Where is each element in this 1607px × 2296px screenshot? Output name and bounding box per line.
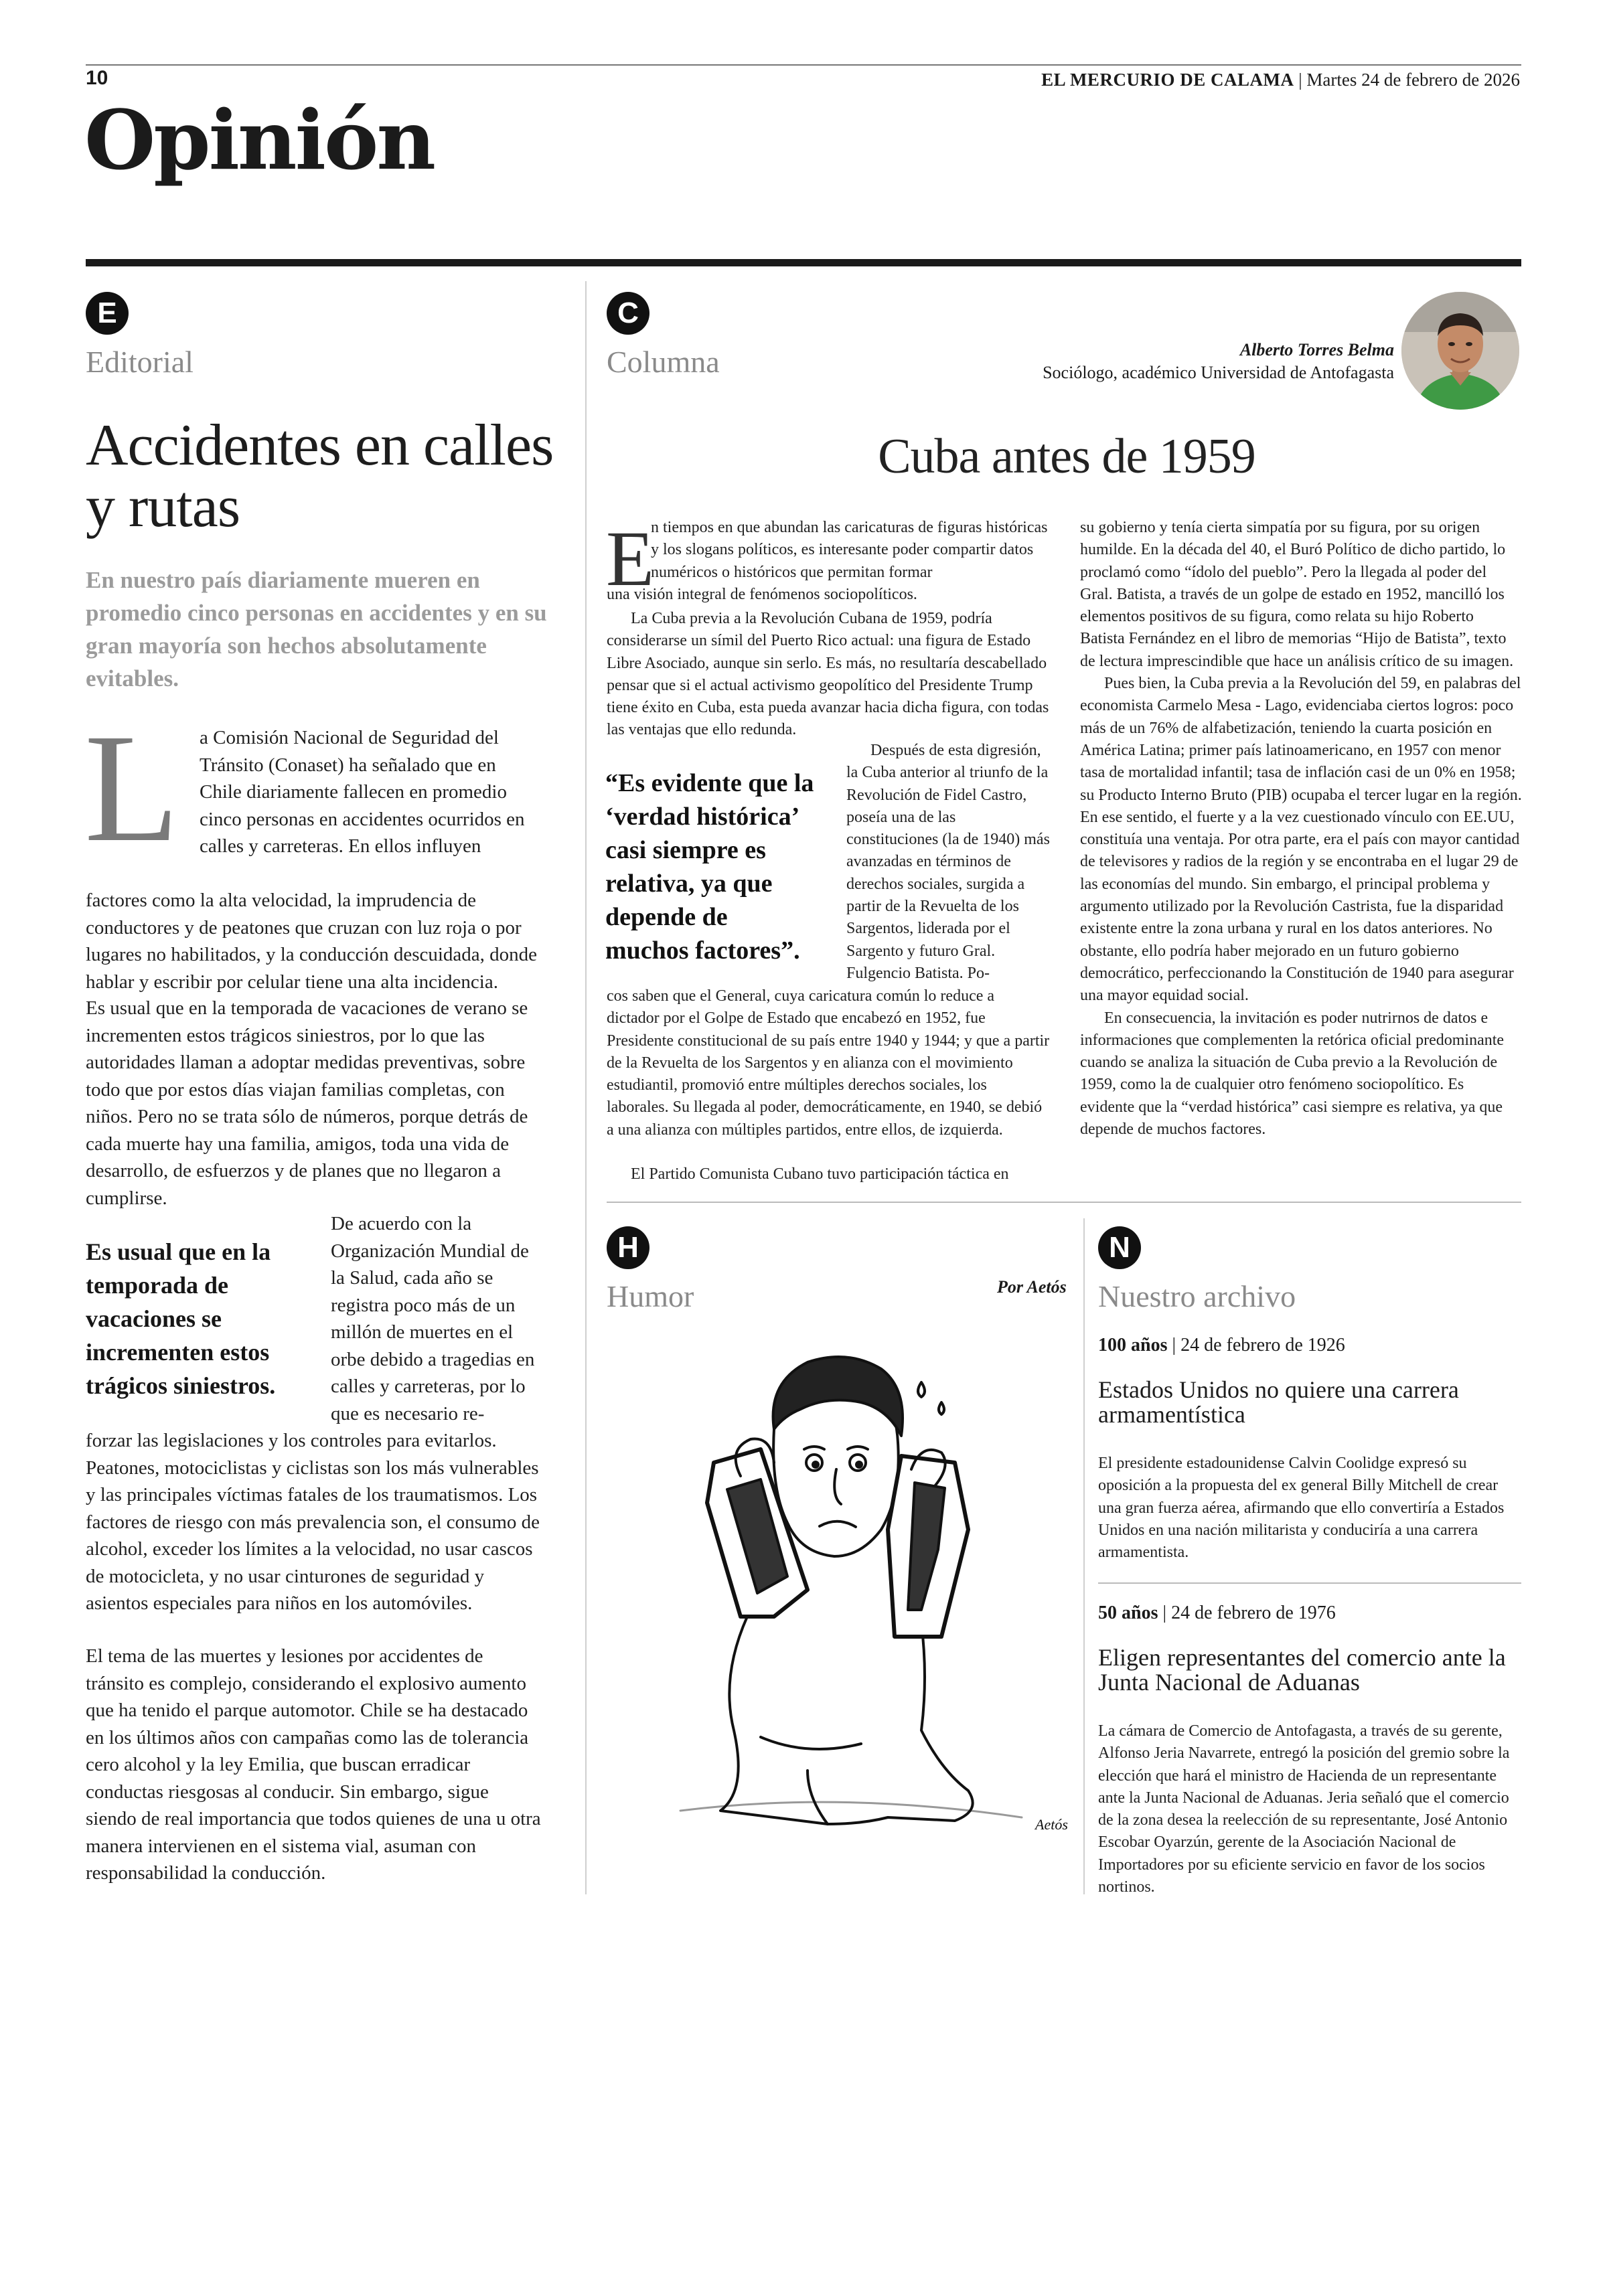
archive-item-body: El presidente estadounidense Calvin Coolidge expresó su oposición a la propuesta del ex general Billy Mitchell de crear una gran fuerza aérea, afirmando que ello convertiría a Estados Unidos en una nación militarista y conduciría a una carrera armamentista. <box>1098 1455 1505 1562</box>
archive-item-header <box>1098 1603 1336 1624</box>
column-bottom-rule <box>607 1202 1521 1203</box>
masthead-separator: | <box>1298 70 1302 90</box>
editorial-badge: E <box>86 292 129 335</box>
author-photo <box>1401 292 1519 410</box>
editorial-paragraph: factores como la alta velocidad, la imprudencia de conductores y de peatones que cruzan con luz roja o por lugares no habilitados, y la conducción descuidada, donde hablar y escribir por celular tiene una alta incidencia. <box>86 890 538 993</box>
column-paragraph: su gobierno y tenía cierta simpatía por su figura, por su origen humilde. En la década del 40, el Buró Político de dicho partido, lo proclamó como “ídolo del pueblo”. Pero la llegada al poder del Gral. Batista, a través de un golpe de estado en 1952, mancilló los elementos positivos de su figura, como relata su hijo Roberto Batista Fernández en el libro de memorias “Hijo de Batista”, texto de lectura imprescindible que hace un análisis crítico de su imagen. <box>1080 519 1514 670</box>
archive-item-title: Eligen representantes del comercio ante la Junta Nacional de Aduanas <box>1098 1644 1506 1696</box>
top-rule <box>86 64 1521 66</box>
column-paragraph: El Partido Comunista Cubano tuvo participación táctica en <box>631 1165 1009 1183</box>
column-paragraph: Después de esta digresión, la Cuba anterior al triunfo de la Revolución de Fidel Castro, poseía una de las constituciones (la de 1940) más avanzadas en términos de derechos sociales, surgida a partir de la Revuelta de los Sargentos, liderada por el Sargento y futuro Gral. Fulgencio Batista. Po- <box>846 742 1050 982</box>
archive-separator: | <box>1162 1603 1167 1623</box>
archive-badge: N <box>1098 1226 1141 1269</box>
archive-item-header <box>1098 1335 1345 1356</box>
column-paragraph: La Cuba previa a la Revolución Cubana de 1959, podría considerarse un símil del Puerto Rico actual: una figura de Estado Libre Asociado, aunque sin serlo. Es más, no resultaría descabellado pensar que si el actual activismo geopolítico del Presidente Trump tiene éxito en Cuba, esta pueda avanzar hacia dicha figura, con todas las ventajas que ello redunda. <box>607 610 1049 739</box>
editorial-dropcap: L <box>84 702 179 874</box>
archive-item-title: Estados Unidos no quiere una carrera armamentística <box>1098 1376 1459 1428</box>
column-headline: Cuba antes de 1959 <box>878 429 1255 484</box>
editorial-deck: En nuestro país diariamente mueren en promedio cinco personas en accidentes y en su gran mayoría son hechos absolutamente evitables. <box>86 567 547 691</box>
cartoon-signature: Aetós <box>1035 1816 1068 1833</box>
column-pull-quote: “Es evidente que la ‘verdad histórica’ casi siempre es relativa, ya que depende de muchos factores”. <box>605 769 814 965</box>
editorial-paragraph: De acuerdo con la Organización Mundial de la Salud, cada año se registra poco más de un millón de muertes en el orbe debido a tragedias en calles y carreteras, por lo que es necesario re- <box>331 1213 535 1424</box>
author-name: Alberto Torres Belma <box>1239 340 1394 359</box>
column-paragraph: Pues bien, la Cuba previa a la Revolución del 59, en palabras del economista Carmelo Mesa - Lago, evidenciaba ciertos logros: poco más de un 76% de alfabetización, teniendo la cuarta posición en América Latina; primer país latinoamericano, en 1957 con menor tasa de mortalidad infantil; tasa de inflación casi de un 0% en 1958; su Producto Interno Bruto (PIB) ocupaba el tercer lugar en la región. En ese sentido, el fuerte y a la vez cuestionado vínculo con EE.UU, constituía una ventaja. Por otra parte, era el país con mayor cantidad de televisores y radios de la región y se encontraba en el lugar 29 de las economías del mundo. Sin embargo, el principal problema y argumento utilizado por la Revolución Castrista, fue la disparidad existente entre la zona urbana y rural en los datos anteriores. No obstante, ello podría haber mejorado en un futuro gobierno democrático, perfeccionando la Constitución de 1940 para asegurar una mayor equidad social. <box>1080 675 1522 1005</box>
archive-item-body: La cámara de Comercio de Antofagasta, a través de su gerente, Alfonso Jeria Navarrete, entregó la posición del gremio sobre la elección que hará el ministro de Hacienda de un representante ante la Junta Nacional de Aduanas. Jeria señaló que el comercio de la zona desea la reelección de su representante, José Antonio Escobar Oyarzún, gerente de la Asociación Nacional de Importadores por su eficiente servicio en favor de los socios nortinos. <box>1098 1722 1510 1896</box>
divider-editorial <box>585 281 587 1894</box>
column-dropcap: E <box>606 515 655 602</box>
column-paragraph: n tiempos en que abundan las caricaturas de figuras históricas y los slogans políticos, es interesante poder compartir datos numéricos o históricos que permitan formar <box>651 519 1048 581</box>
issue-date: Martes 24 de febrero de 2026 <box>1306 70 1520 90</box>
cartoon-drawing-icon <box>607 1329 1075 1858</box>
column-paragraph: una visión integral de fenómenos sociopolíticos. <box>607 586 917 603</box>
archive-date: 24 de febrero de 1926 <box>1180 1335 1345 1356</box>
editorial-pull-quote: Es usual que en la temporada de vacaciones se incrementen estos trágicos siniestros. <box>86 1238 276 1399</box>
author-portrait-icon <box>1401 292 1519 410</box>
column-paragraph: En consecuencia, la invitación es poder nutrirnos de datos e informaciones que complementen la retórica oficial predominante cuando se analiza la situación de Cuba previo a la Revolución de 1959, como la de cualquier otro fenómeno sociopolítico. Es evidente que la “verdad histórica” casi siempre es relativa, ya que depende de muchos factores. <box>1080 1009 1505 1139</box>
humor-badge: H <box>607 1226 649 1269</box>
author-role: Sociólogo, académico Universidad de Antofagasta <box>1043 363 1394 382</box>
column-paragraph: cos saben que el General, cuya caricatura común lo reduce a dictador por el Golpe de Estado que encabezó en 1952, fue Presidente constitucional de su país entre 1940 y 1944; y que a partir de la Revuelta de los Sargentos y en alianza con el movimiento estudiantil, promovió entre múltiples derechos sociales, los laborales. Su llegada al poder, democráticamente, en 1940, se debió a una alianza con múltiples partidos, entre ellos, de izquierda. <box>607 987 1050 1139</box>
archive-date: 24 de febrero de 1976 <box>1171 1603 1336 1623</box>
editorial-paragraph: El tema de las muertes y lesiones por accidentes de tránsito es complejo, considerando el explosivo aumento que ha tenido el parque automotor. Chile se ha destacado en los últimos años con campañas como las de tolerancia cero alcohol y la ley Emilia, que buscan erradicar conductas riesgosas al conducir. Sin embargo, sigue siendo de real importancia que todos quienes de una u otra manera intervienen en el sistema vial, asuman con responsabilidad la conducción. <box>86 1645 541 1884</box>
column-badge: C <box>607 292 649 335</box>
humor-byline: Por Aetós <box>997 1277 1067 1297</box>
archive-years: 50 años <box>1098 1603 1158 1623</box>
archive-divider <box>1098 1582 1521 1584</box>
column-right-text <box>1080 517 1522 1141</box>
archive-separator: | <box>1172 1335 1176 1356</box>
humor-kicker: Humor <box>607 1279 694 1313</box>
newspaper-name: EL MERCURIO DE CALAMA <box>1041 70 1294 90</box>
archive-years: 100 años <box>1098 1335 1168 1356</box>
page-number: 10 <box>86 67 108 89</box>
column-kicker: Columna <box>607 345 720 379</box>
editorial-paragraph: Es usual que en la temporada de vacaciones de verano se incrementen estos trágicos siniestros, por lo que las autoridades llaman a adoptar medidas preventivas, sobre todo que por estos días viajan familias completas, con niños. Pero no se trata sólo de números, porque detrás de cada muerte hay una familia, amigos, toda una vida de desarrollo, de esfuerzos y de planes que no llegaron a cumplirse. <box>86 997 528 1209</box>
masthead <box>1041 70 1520 90</box>
editorial-paragraph: forzar las legislaciones y los controles para evitarlos. Peatones, motociclistas y ciclistas son los más vulnerables y las principales víctimas fatales de los traumatismos. Los factores de riesgo con más prevalencia son, el consumo de alcohol, exceder los límites a la velocidad, no usar cascos de motocicleta, y no usar cinturones de seguridad y asientos especiales para niños en los automóviles. <box>86 1430 540 1614</box>
section-rule <box>86 259 1521 266</box>
archive-kicker: Nuestro archivo <box>1098 1279 1296 1313</box>
cartoon-illustration <box>607 1329 1075 1858</box>
editorial-headline: Accidentes en calles y rutas <box>86 413 554 540</box>
divider-humor <box>1083 1218 1085 1894</box>
editorial-paragraph: a Comisión Nacional de Seguridad del Tránsito (Conaset) ha señalado que en Chile diariamente fallecen en promedio cinco personas en accidentes ocurridos en calles y carreteras. En ellos influyen <box>200 727 525 857</box>
section-title: Opinión <box>84 92 435 188</box>
editorial-kicker: Editorial <box>86 345 194 379</box>
